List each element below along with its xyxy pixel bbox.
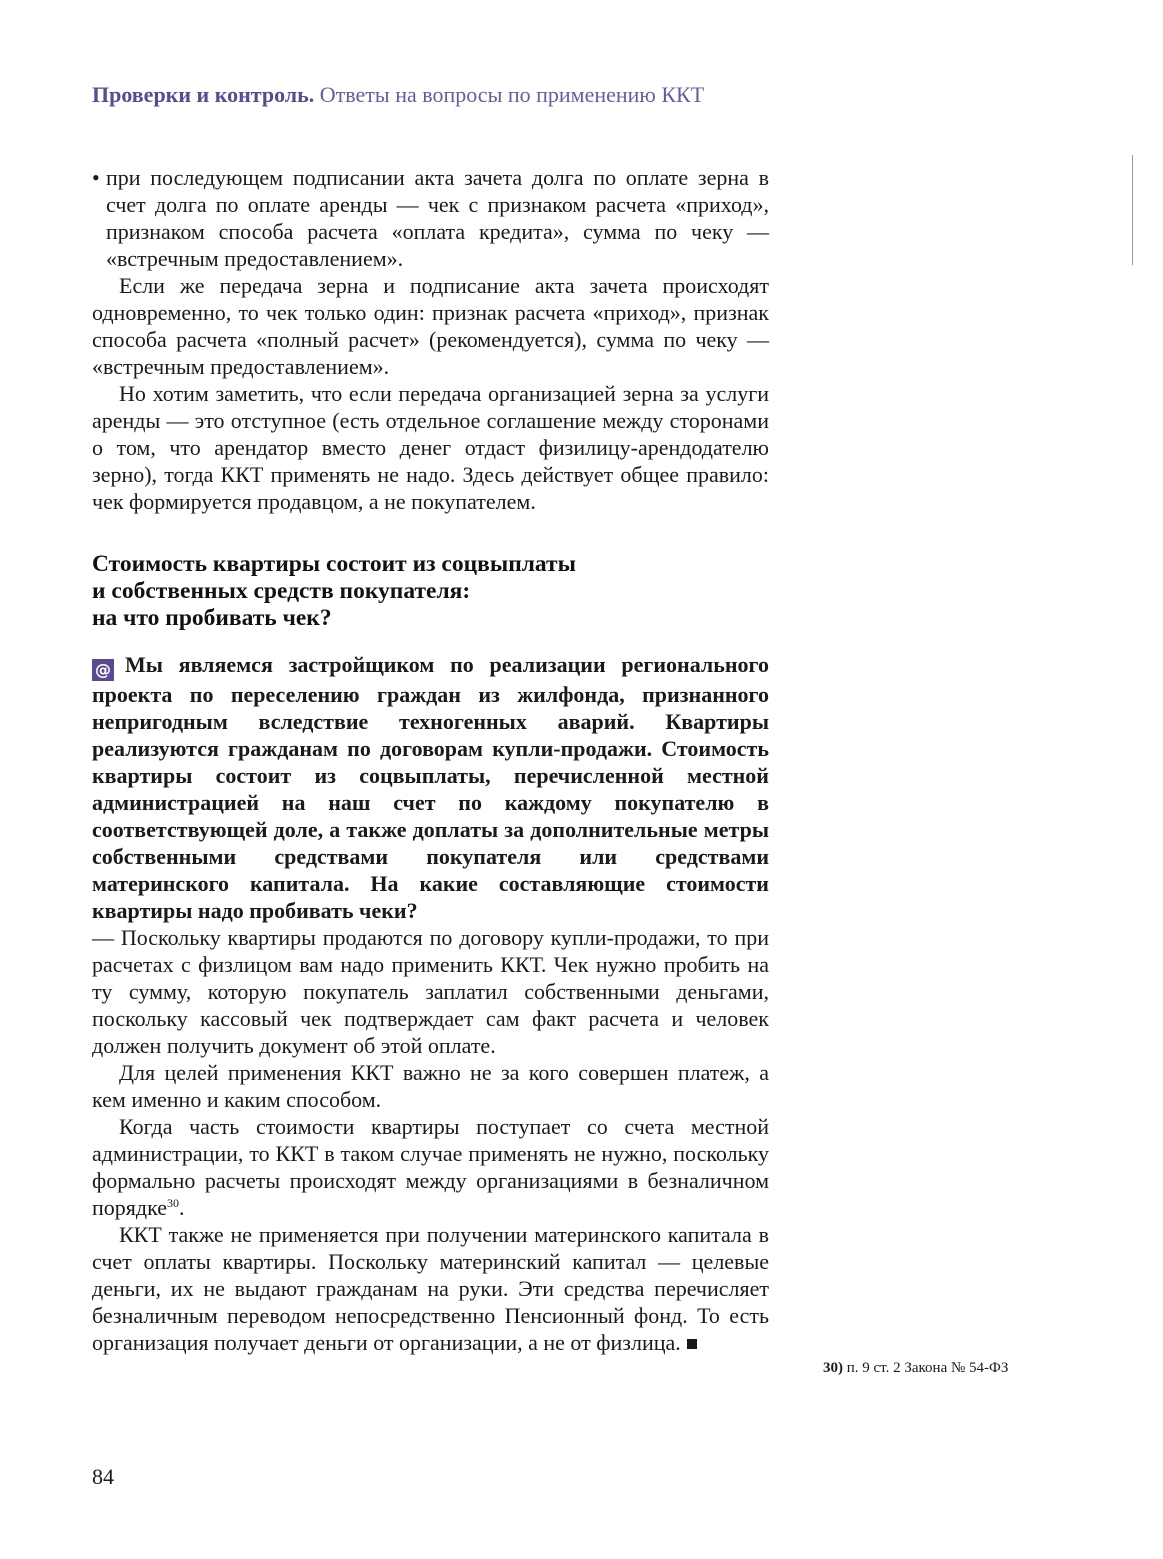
running-head-subtitle: Ответы на вопросы по применению ККТ	[319, 82, 705, 107]
footnote	[823, 1360, 1008, 1377]
heading-line-2: и собственных средств покупателя:	[92, 578, 471, 604]
bullet-mark: •	[92, 165, 100, 190]
running-head	[92, 82, 704, 108]
answer-3-end: .	[179, 1195, 185, 1220]
answer-4-text: ККТ также не применяется при получении материнского капитала в счет оплаты квартиры. Поскольку материнский капитал — целевые деньги, их не выдают гражданам на руки. Эти средства перечисляет безналичным переводом непосредственно Пенсионный фонд. То есть организация получает деньги от организации, а не от физлица.	[92, 1222, 769, 1355]
heading-line-3: на что пробивать чек?	[92, 605, 332, 631]
question-text: Мы являемся застройщиком по реализации регионального проекта по переселению граждан из жилфонда, признанного непригодным вследствие техногенных аварий. Квартиры реализуются гражданам по договорам купли-продажи. Стоимость квартиры состоит из соцвыплаты, перечисленной местной администрацией на наш счет по каждому покупателю в соответствующей доле, а также доплаты за дополнительные метры собственными средствами покупателя или средствами материнского капитала. На какие составляющие стоимости квартиры надо пробивать чеки?	[92, 652, 769, 923]
heading-line-1: Стоимость квартиры состоит из соцвыплаты	[92, 551, 576, 577]
question-at-icon: @	[92, 659, 114, 681]
footnote-text: п. 9 ст. 2 Закона № 54-ФЗ	[846, 1360, 1009, 1376]
bullet-item	[92, 164, 769, 272]
answer-paragraph-2: Для целей применения ККТ важно не за кого совершен платеж, а кем именно и каким способом.	[92, 1060, 769, 1112]
answer-paragraph-1: — Поскольку квартиры продаются по договору купли-продажи, то при расчетах с физлицом вам надо применить ККТ. Чек нужно пробить на ту сумму, которую покупатель заплатил собственными деньгами, поскольку кассовый чек подтверждает сам факт расчета и человек должен получить документ об этой оплате.	[92, 925, 769, 1058]
end-of-article-square-icon	[687, 1339, 697, 1349]
footnote-number: 30)	[823, 1360, 843, 1376]
bullet-text: при последующем подписании акта зачета долга по оплате зерна в счет долга по оплате аренды — чек с признаком расчета «приход», признаком способа расчета «оплата кредита», сумма по чеку — «встречным предоставлением».	[106, 165, 769, 271]
running-head-section: Проверки и контроль.	[92, 82, 315, 107]
intro-paragraph-2: Но хотим заметить, что если передача организацией зерна за услуги аренды — это отступное (есть отдельное соглашение между сторонами о том, что арендатор вместо денег отдаст физилицу-арендодателю зерно), тогда ККТ применять не надо. Здесь действует общее правило: чек формируется продавцом, а не покупателем.	[92, 381, 769, 514]
footnote-ref: 30	[167, 1196, 179, 1210]
page-number: 84	[92, 1464, 114, 1489]
answer-paragraph-3	[92, 1113, 769, 1221]
edge-rule	[1132, 155, 1133, 265]
intro-text	[92, 164, 769, 515]
answer-3-text: Когда часть стоимости квартиры поступает со счета местной администрации, то ККТ в таком случае применять не нужно, поскольку формально расчеты происходят между организациями в безналичном порядке	[92, 1114, 769, 1220]
answer-paragraph-4	[92, 1221, 769, 1356]
qa-block	[92, 651, 769, 1356]
section-heading	[92, 551, 769, 632]
intro-paragraph-1: Если же передача зерна и подписание акта зачета происходят одновременно, то чек только один: признак расчета «приход», признак способа расчета «полный расчет» (рекомендуется), сумма по чеку — «встречным предоставлением».	[92, 273, 769, 379]
question-paragraph	[92, 651, 769, 924]
